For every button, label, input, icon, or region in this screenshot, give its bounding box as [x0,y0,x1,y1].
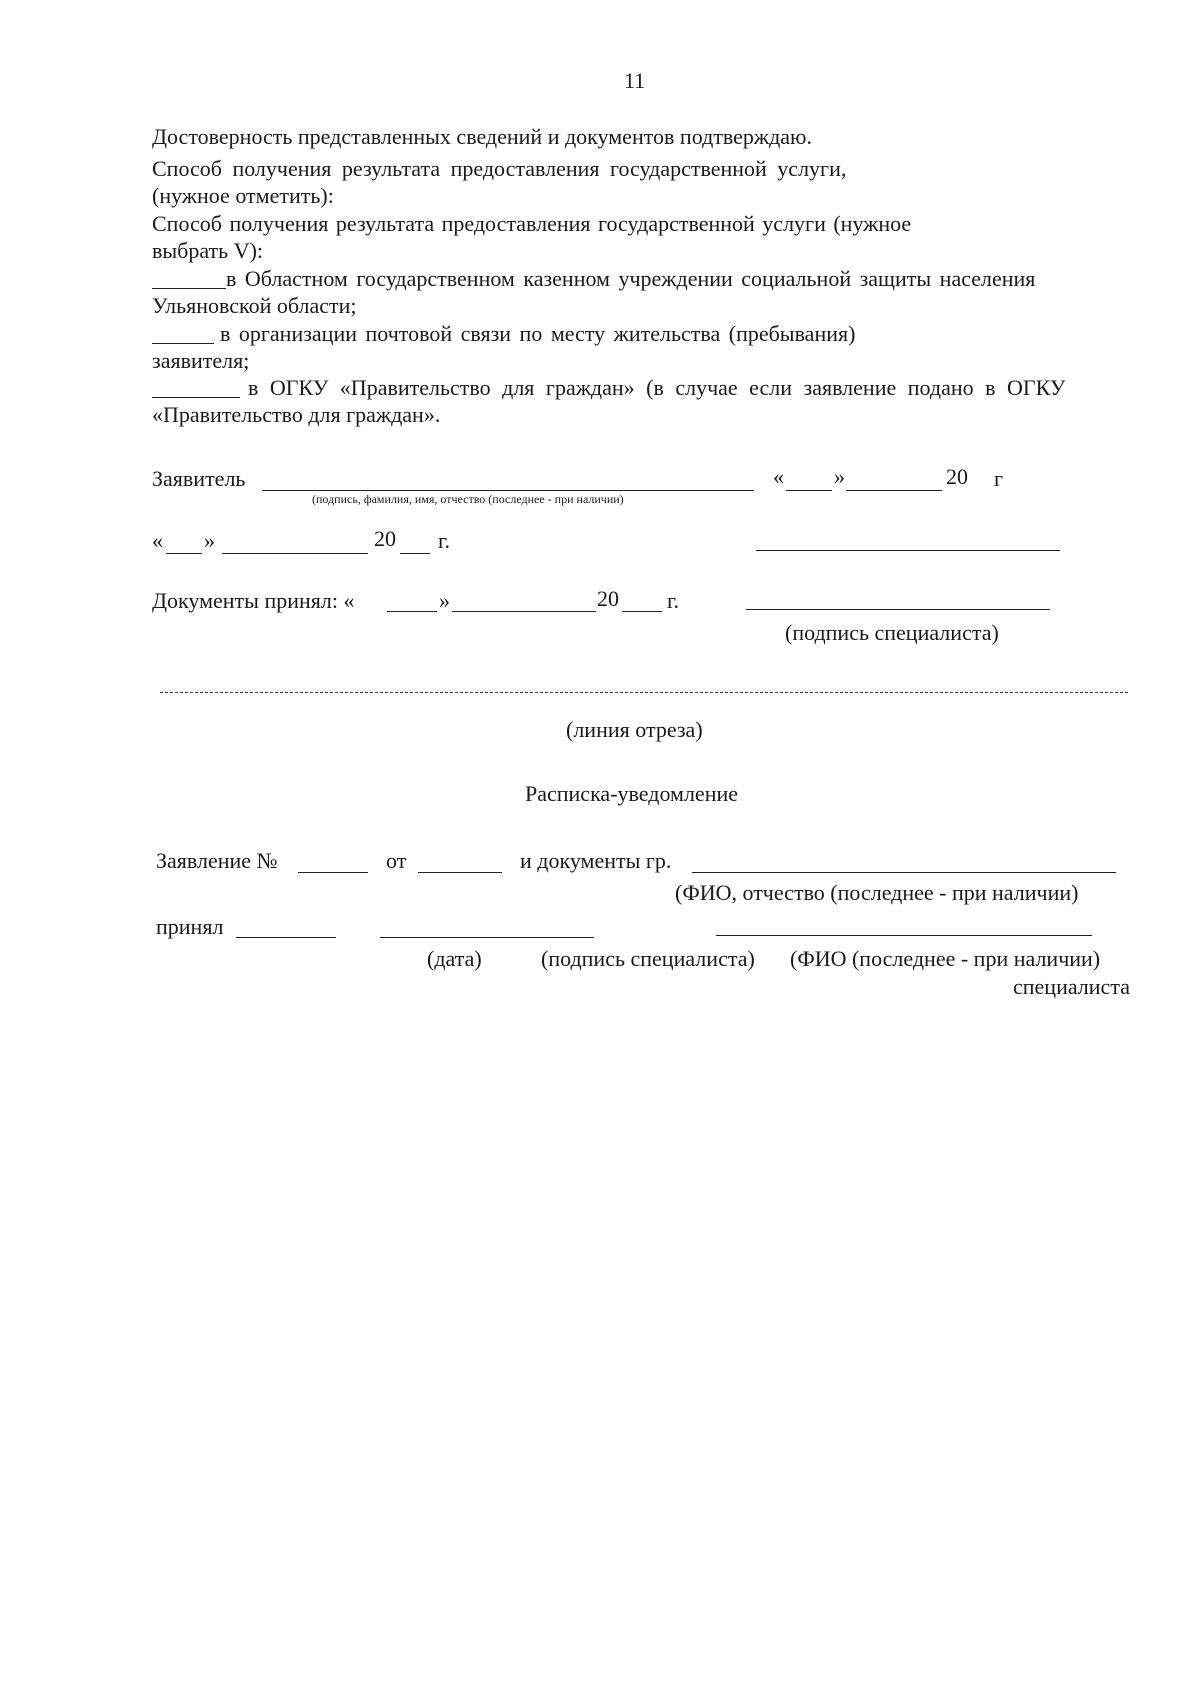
date-year-field[interactable] [400,553,430,554]
specialist-signature-caption: (подпись специалиста) [785,620,999,645]
date-year-suffix: г. [438,528,451,553]
date-row-signature-field[interactable] [756,550,1060,551]
option-3-text-cont: «Правительство для граждан». [152,402,441,427]
option-1-text: в Областном государственном казенном учреждении социальной защиты населения [226,266,1036,291]
method-heading-2: Способ получения результата предоставления государственной услуги (нужное [152,211,912,236]
page-number: 11 [624,68,646,93]
applicant-day-field[interactable] [786,490,832,491]
date-year-prefix: 20 [374,526,396,551]
accepted-year-suffix: г. [667,588,680,613]
documents-citizen-label: и документы гр. [520,848,672,873]
method-heading-2-note: выбрать V): [152,238,264,263]
option-2-text-cont: заявителя; [152,348,250,373]
accepted-by-label: принял [156,914,224,939]
applicant-month-field[interactable] [846,490,942,491]
option-1-checkbox-line[interactable] [152,288,226,289]
applicant-label: Заявитель [152,466,246,491]
cut-line [160,692,1128,693]
statement-number-field[interactable] [298,872,368,873]
date-quote-close: » [204,528,215,553]
applicant-date-quote-open: « [773,464,784,489]
method-heading-1-note: (нужное отметить): [152,183,334,208]
applicant-signature-caption: (подпись, фамилия, имя, отчество (последнее - при наличии) [312,492,624,506]
receipt-specialist-fio-field[interactable] [716,935,1092,936]
specialist-word: специалиста [1013,974,1130,999]
accepted-date-field[interactable] [236,937,336,938]
applicant-date-quote-close: » [834,464,845,489]
applicant-year-suffix: г [994,466,1004,491]
statement-from-label: от [386,848,407,873]
documents-accepted-label: Документы принял: « [152,588,355,613]
statement-date-field[interactable] [418,872,502,873]
accepted-month-field[interactable] [452,611,596,612]
method-heading-1: Способ получения результата предоставления государственной услуги, [152,156,847,181]
option-2-checkbox-line[interactable] [152,343,214,344]
date-month-field[interactable] [222,553,368,554]
citizen-fio-field[interactable] [692,872,1116,873]
accepted-quote-close: » [439,588,450,613]
accepted-year-prefix: 20 [597,586,619,611]
applicant-signature-field[interactable] [262,490,754,491]
cut-line-caption: (линия отреза) [566,717,703,742]
receipt-signature-caption: (подпись специалиста) [541,946,755,971]
option-1-text-cont: Ульяновской области; [152,293,357,318]
date-quote-open: « [152,528,163,553]
applicant-year-prefix: 20 [946,464,968,489]
statement-number-label: Заявление № [156,848,278,873]
option-3-text: в ОГКУ «Правительство для граждан» (в случае если заявление подано в ОГКУ [248,375,1066,400]
date-day-field[interactable] [166,553,202,554]
option-2-text: в организации почтовой связи по месту жительства (пребывания) [220,321,856,346]
accepted-day-field[interactable] [387,611,437,612]
receipt-title: Расписка-уведомление [525,781,739,806]
date-caption: (дата) [427,946,482,971]
specialist-signature-field[interactable] [746,609,1050,610]
confirmation-text: Достоверность представленных сведений и документов подтверждаю. [152,124,812,149]
receipt-specialist-fio-caption: (ФИО (последнее - при наличии) [790,946,1101,971]
receipt-specialist-signature-field[interactable] [380,937,594,938]
citizen-fio-caption: (ФИО, отчество (последнее - при наличии) [675,880,1079,905]
option-3-checkbox-line[interactable] [152,397,240,398]
accepted-year-field[interactable] [622,611,662,612]
